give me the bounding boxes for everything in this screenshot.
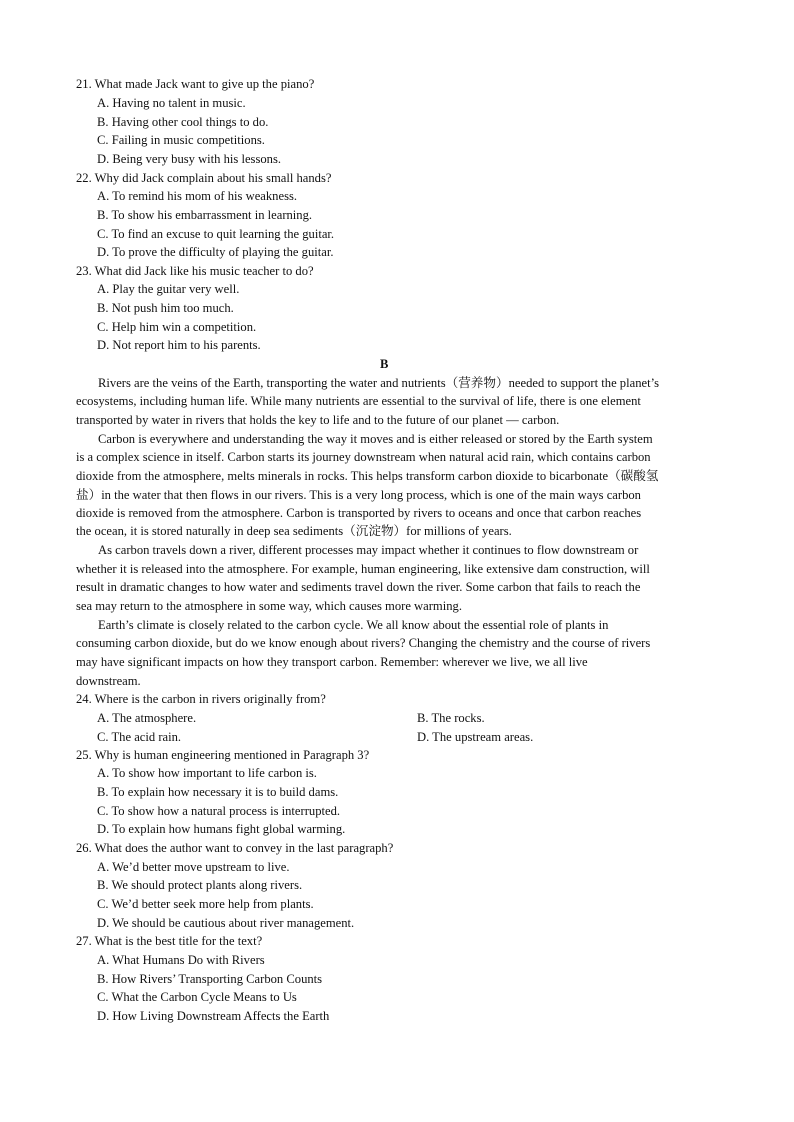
passage-line: Earth’s climate is closely related to the carbon cycle. We all know about the essential role of plants in [98, 618, 609, 632]
passage-line: dioxide is removed from the atmosphere. Carbon is transported by rivers to oceans and once that carbon reaches [76, 506, 642, 520]
passage-line: consuming carbon dioxide, but do we know enough about rivers? Changing the chemistry and the course of rivers [76, 636, 651, 650]
passage-line: the ocean, it is stored naturally in deep sea sediments（沉淀物）for millions of years. [76, 524, 512, 538]
question-23-stem: 23. What did Jack like his music teacher to do? [76, 264, 314, 278]
question-26-option-d: D. We should be cautious about river management. [97, 916, 355, 930]
section-b-heading: B [380, 357, 389, 371]
question-24-option-b: B. The rocks. [417, 711, 485, 725]
passage-line: is a complex science in itself. Carbon starts its journey downstream when natural acid rain, which contains carbon [76, 450, 651, 464]
question-24-stem: 24. Where is the carbon in rivers originally from? [76, 692, 326, 706]
question-27-option-d: D. How Living Downstream Affects the Earth [97, 1009, 330, 1023]
question-21-option-c: C. Failing in music competitions. [97, 133, 265, 147]
passage-line: result in dramatic changes to how water and sediments travel down the river. Some carbon that fails to reach the [76, 580, 641, 594]
question-26-option-a: A. We’d better move upstream to live. [97, 860, 290, 874]
passage-line: Carbon is everywhere and understanding the way it moves and is either released or stored by the Earth system [98, 432, 653, 446]
question-23-option-d: D. Not report him to his parents. [97, 338, 261, 352]
question-25-option-b: B. To explain how necessary it is to build dams. [97, 785, 339, 799]
passage-line: ecosystems, including human life. While many nutrients are essential to the survival of life, there is one element [76, 394, 641, 408]
question-27-option-c: C. What the Carbon Cycle Means to Us [97, 990, 297, 1004]
question-25-option-c: C. To show how a natural process is interrupted. [97, 804, 341, 818]
question-22-option-d: D. To prove the difficulty of playing the guitar. [97, 245, 334, 259]
passage-line: whether it is released into the atmosphere. For example, human engineering, like extensive dam construction, will [76, 562, 650, 576]
passage-line: 盐）in the water that then flows in our rivers. This is a very long process, which is one of the main ways carbon [76, 488, 641, 502]
question-24-option-a: A. The atmosphere. [97, 711, 197, 725]
passage-line: sea may return to the atmosphere in some way, which causes more warming. [76, 599, 462, 613]
question-26-option-c: C. We’d better seek more help from plants. [97, 897, 314, 911]
question-25-stem: 25. Why is human engineering mentioned in Paragraph 3? [76, 748, 370, 762]
passage-line: As carbon travels down a river, different processes may impact whether it continues to flow downstream or [98, 543, 639, 557]
question-21-stem: 21. What made Jack want to give up the piano? [76, 77, 315, 91]
question-24-option-d: D. The upstream areas. [417, 730, 534, 744]
question-27-option-b: B. How Rivers’ Transporting Carbon Counts [97, 972, 323, 986]
question-22-option-a: A. To remind his mom of his weakness. [97, 189, 298, 203]
question-22-option-b: B. To show his embarrassment in learning. [97, 208, 313, 222]
question-21-option-a: A. Having no talent in music. [97, 96, 246, 110]
passage-line: may have significant impacts on how they transport carbon. Remember: wherever we live, we all live [76, 655, 588, 669]
passage-line: Rivers are the veins of the Earth, transporting the water and nutrients（营养物）needed to support the planet’s [98, 376, 659, 390]
question-27-stem: 27. What is the best title for the text? [76, 934, 263, 948]
question-23-option-c: C. Help him win a competition. [97, 320, 257, 334]
question-23-option-a: A. Play the guitar very well. [97, 282, 240, 296]
question-21-option-d: D. Being very busy with his lessons. [97, 152, 282, 166]
question-21-option-b: B. Having other cool things to do. [97, 115, 269, 129]
passage-line: dioxide from the atmosphere, melts minerals in rocks. This helps transform carbon dioxide to bicarbonate（碳酸氢 [76, 469, 659, 483]
question-26-option-b: B. We should protect plants along rivers. [97, 878, 303, 892]
question-25-option-a: A. To show how important to life carbon is. [97, 766, 317, 780]
question-22-stem: 22. Why did Jack complain about his small hands? [76, 171, 332, 185]
passage-line: transported by water in rivers that holds the key to life and to the future of our planet — carbon. [76, 413, 560, 427]
question-27-option-a: A. What Humans Do with Rivers [97, 953, 265, 967]
question-26-stem: 26. What does the author want to convey in the last paragraph? [76, 841, 394, 855]
question-23-option-b: B. Not push him too much. [97, 301, 234, 315]
passage-line: downstream. [76, 674, 141, 688]
question-25-option-d: D. To explain how humans fight global warming. [97, 822, 346, 836]
question-22-option-c: C. To find an excuse to quit learning the guitar. [97, 227, 335, 241]
question-24-option-c: C. The acid rain. [97, 730, 182, 744]
